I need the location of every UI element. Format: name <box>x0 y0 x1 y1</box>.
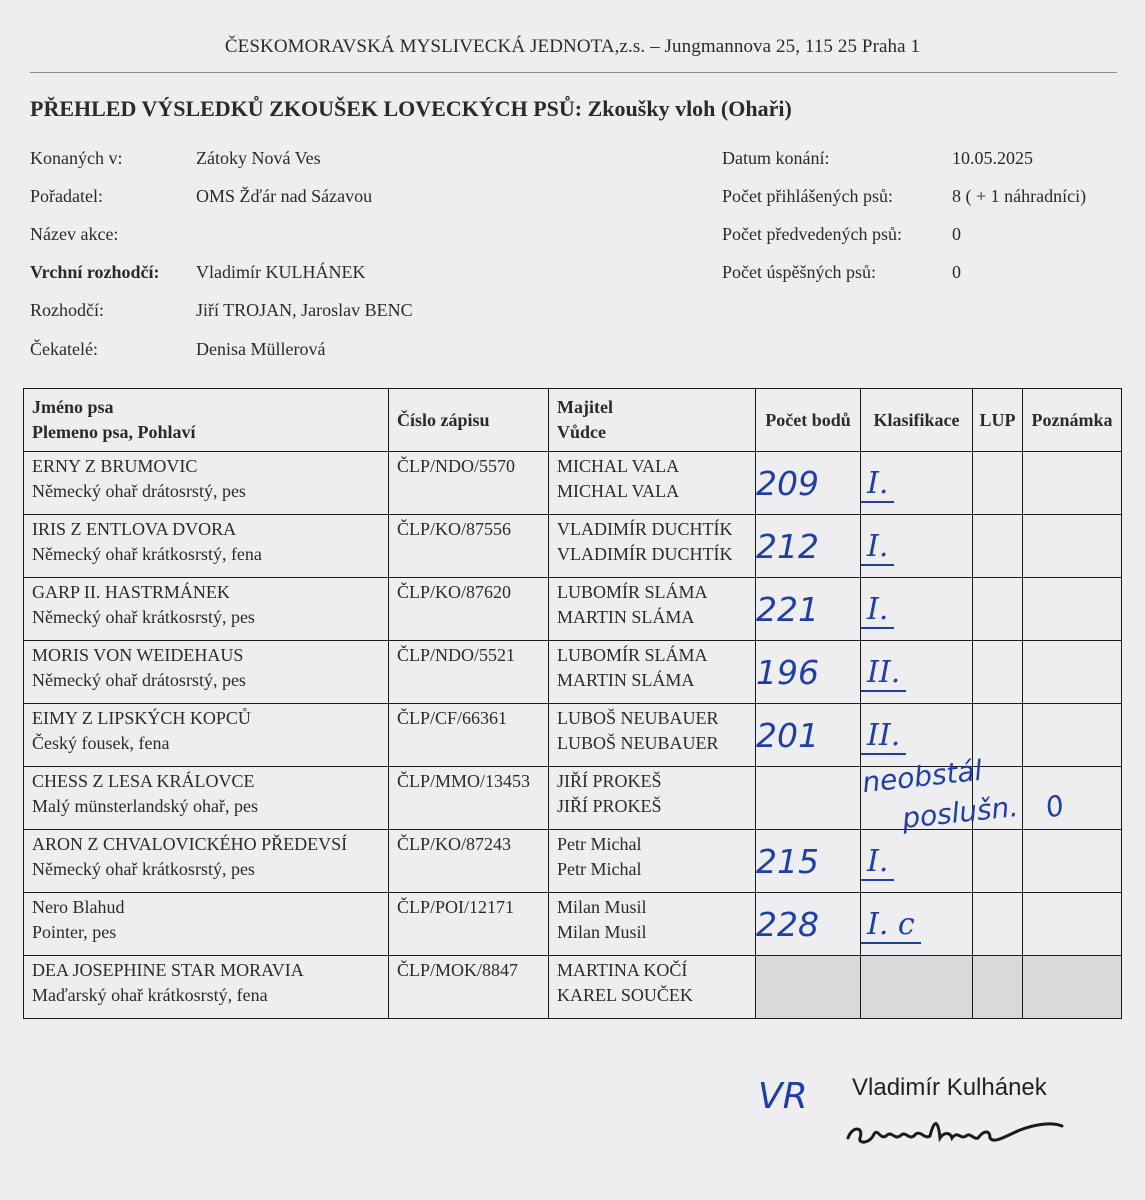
dog-cell <box>24 830 389 893</box>
header-owner <box>549 389 756 452</box>
note-cell <box>1023 893 1122 956</box>
table-row <box>24 452 1122 515</box>
handler-name: MARTIN SLÁMA <box>557 607 695 627</box>
dog-cell <box>24 893 389 956</box>
date-value: 10.05.2025 <box>952 148 1033 168</box>
points-value: 196 <box>756 641 861 704</box>
dog-breed: Pointer, pes <box>32 922 117 942</box>
owner-name: Milan Musil <box>557 897 647 917</box>
chief-judge-value: Vladimír KULHÁNEK <box>196 262 366 282</box>
organizer-label: Pořadatel: <box>30 186 103 206</box>
note-cell <box>1023 578 1122 641</box>
owner-name: VLADIMÍR DUCHTÍK <box>557 519 733 539</box>
dog-cell <box>24 704 389 767</box>
lup-cell <box>973 578 1023 641</box>
dog-name: GARP II. HASTRMÁNEK <box>32 582 230 602</box>
handler-name: LUBOŠ NEUBAUER <box>557 733 719 753</box>
owner-cell <box>549 452 756 515</box>
handler-name: VLADIMÍR DUCHTÍK <box>557 544 733 564</box>
owner-name: LUBOMÍR SLÁMA <box>557 582 708 602</box>
dog-breed: Německý ohař drátosrstý, pes <box>32 670 246 690</box>
reg-number: ČLP/KO/87620 <box>389 578 549 641</box>
handwritten-note-line1: neobstál <box>860 753 984 800</box>
handler-name: MICHAL VALA <box>557 481 680 501</box>
note-cell <box>1023 767 1122 830</box>
page-title: PŘEHLED VÝSLEDKŮ ZKOUŠEK LOVECKÝCH PSŮ: Zkoušky vloh (Ohaři) <box>30 96 792 121</box>
header-owner-line1: Majitel <box>557 397 613 417</box>
signature-scribble <box>840 1108 1070 1153</box>
classification-value: I. <box>861 529 894 566</box>
registered-count-label: Počet přihlášených psů: <box>722 186 893 206</box>
dog-name: ARON Z CHVALOVICKÉHO PŘEDEVSÍ <box>32 834 348 854</box>
note-cell <box>1023 515 1122 578</box>
reg-number: ČLP/NDO/5570 <box>389 452 549 515</box>
points-value: 215 <box>756 830 861 893</box>
owner-cell <box>549 515 756 578</box>
owner-name: MARTINA KOČÍ <box>557 960 688 980</box>
owner-name: MICHAL VALA <box>557 456 680 476</box>
lup-cell <box>973 893 1023 956</box>
dog-breed: Německý ohař krátkosrstý, pes <box>32 859 255 879</box>
points-value: 228 <box>756 893 861 956</box>
points-value: 212 <box>756 515 861 578</box>
dog-breed: Malý münsterlandský ohař, pes <box>32 796 258 816</box>
owner-name: LUBOMÍR SLÁMA <box>557 645 708 665</box>
dog-cell <box>24 767 389 830</box>
reg-number: ČLP/NDO/5521 <box>389 641 549 704</box>
registered-count-value: 8 ( + 1 náhradníci) <box>952 186 1087 206</box>
table-row <box>24 578 1122 641</box>
table-row <box>24 641 1122 704</box>
dog-name: ERNY Z BRUMOVIC <box>32 456 198 476</box>
dog-name: EIMY Z LIPSKÝCH KOPCŮ <box>32 708 251 728</box>
lup-cell <box>973 641 1023 704</box>
table-row <box>24 515 1122 578</box>
dog-cell <box>24 452 389 515</box>
event-name-label: Název akce: <box>30 224 119 244</box>
dog-breed: Maďarský ohař krátkosrstý, fena <box>32 985 268 1005</box>
organizer-value: OMS Žďár nad Sázavou <box>196 186 373 206</box>
classification-cell <box>861 515 973 578</box>
classification-cell <box>861 956 973 1019</box>
dog-breed: Německý ohař krátkosrstý, pes <box>32 607 255 627</box>
dog-name: Nero Blahud <box>32 897 125 917</box>
organization-header: ČESKOMORAVSKÁ MYSLIVECKÁ JEDNOTA,z.s. – Jungmannova 25, 115 25 Praha 1 <box>224 36 921 57</box>
reg-number: ČLP/KO/87243 <box>389 830 549 893</box>
header-registration: Číslo zápisu <box>389 389 549 452</box>
owner-name: Petr Michal <box>557 834 642 854</box>
points-value: 201 <box>756 704 861 767</box>
owner-cell <box>549 767 756 830</box>
table-row <box>24 956 1122 1019</box>
header-name-line1: Jméno psa <box>32 397 114 417</box>
reg-number: ČLP/CF/66361 <box>389 704 549 767</box>
table-row <box>24 893 1122 956</box>
dog-breed: Německý ohař drátosrstý, pes <box>32 481 246 501</box>
points-value: 209 <box>756 452 861 515</box>
dog-cell <box>24 641 389 704</box>
table-header-row <box>24 389 1122 452</box>
owner-cell <box>549 704 756 767</box>
results-table <box>23 388 1122 1019</box>
classification-cell <box>861 641 973 704</box>
header-owner-line2: Vůdce <box>557 422 606 442</box>
handwritten-note-mark: 0 <box>1042 788 1068 825</box>
trainees-value: Denisa Müllerová <box>196 339 326 359</box>
owner-cell <box>549 956 756 1019</box>
presented-count-value: 0 <box>952 224 961 244</box>
venue-label: Konaných v: <box>30 148 123 168</box>
dog-cell <box>24 515 389 578</box>
dog-cell <box>24 578 389 641</box>
lup-cell <box>973 956 1023 1019</box>
reg-number: ČLP/KO/87556 <box>389 515 549 578</box>
header-dog-name <box>24 389 389 452</box>
classification-value: I. <box>861 592 894 629</box>
trainees-label: Čekatelé: <box>30 339 98 359</box>
chief-judge-label: Vrchní rozhodčí: <box>30 262 160 282</box>
lup-cell <box>973 515 1023 578</box>
dog-name: IRIS Z ENTLOVA DVORA <box>32 519 237 539</box>
signature-name: Vladimír Kulhánek <box>852 1074 1047 1101</box>
successful-count-label: Počet úspěšných psů: <box>722 262 876 282</box>
header-points: Počet bodů <box>756 389 861 452</box>
signature-initials: VR <box>758 1076 808 1117</box>
note-cell <box>1023 704 1122 767</box>
successful-count-value: 0 <box>952 262 961 282</box>
note-cell <box>1023 452 1122 515</box>
dog-name: DEA JOSEPHINE STAR MORAVIA <box>32 960 304 980</box>
classification-value: II. <box>861 718 906 755</box>
points-cell <box>756 767 861 830</box>
dog-cell <box>24 956 389 1019</box>
classification-value: II. <box>861 655 906 692</box>
note-cell <box>1023 956 1122 1019</box>
classification-cell <box>861 578 973 641</box>
handler-name: MARTIN SLÁMA <box>557 670 695 690</box>
owner-cell <box>549 578 756 641</box>
owner-cell <box>549 830 756 893</box>
dog-name: MORIS VON WEIDEHAUS <box>32 645 244 665</box>
lup-cell <box>973 830 1023 893</box>
dog-breed: Německý ohař krátkosrstý, fena <box>32 544 262 564</box>
handler-name: Milan Musil <box>557 922 647 942</box>
points-cell <box>756 956 861 1019</box>
date-label: Datum konání: <box>722 148 830 168</box>
table-row <box>24 830 1122 893</box>
handler-name: Petr Michal <box>557 859 642 879</box>
header-note: Poznámka <box>1023 389 1122 452</box>
handler-name: JIŘÍ PROKEŠ <box>557 796 662 816</box>
points-value: 221 <box>756 578 861 641</box>
note-cell <box>1023 830 1122 893</box>
classification-cell <box>861 452 973 515</box>
dog-breed: Český fousek, fena <box>32 733 170 753</box>
presented-count-label: Počet předvedených psů: <box>722 224 902 244</box>
judges-label: Rozhodčí: <box>30 300 104 320</box>
reg-number: ČLP/MMO/13453 <box>389 767 549 830</box>
lup-cell <box>973 452 1023 515</box>
classification-value: I. c <box>861 907 921 944</box>
owner-cell <box>549 893 756 956</box>
judges-value: Jiří TROJAN, Jaroslav BENC <box>196 300 413 320</box>
header-divider <box>30 72 1117 73</box>
owner-cell <box>549 641 756 704</box>
header-name-line2: Plemeno psa, Pohlaví <box>32 422 196 442</box>
handler-name: KAREL SOUČEK <box>557 985 693 1005</box>
owner-name: JIŘÍ PROKEŠ <box>557 771 662 791</box>
owner-name: LUBOŠ NEUBAUER <box>557 708 719 728</box>
classification-cell <box>861 830 973 893</box>
dog-name: CHESS Z LESA KRÁLOVCE <box>32 771 255 791</box>
note-cell <box>1023 641 1122 704</box>
header-lup: LUP <box>973 389 1023 452</box>
classification-cell <box>861 893 973 956</box>
header-classification: Klasifikace <box>861 389 973 452</box>
venue-value: Zátoky Nová Ves <box>196 148 321 168</box>
classification-value: I. <box>861 844 894 881</box>
reg-number: ČLP/MOK/8847 <box>389 956 549 1019</box>
reg-number: ČLP/POI/12171 <box>389 893 549 956</box>
handwritten-note-line2: poslušn. <box>900 790 1020 835</box>
classification-value: I. <box>861 466 894 503</box>
